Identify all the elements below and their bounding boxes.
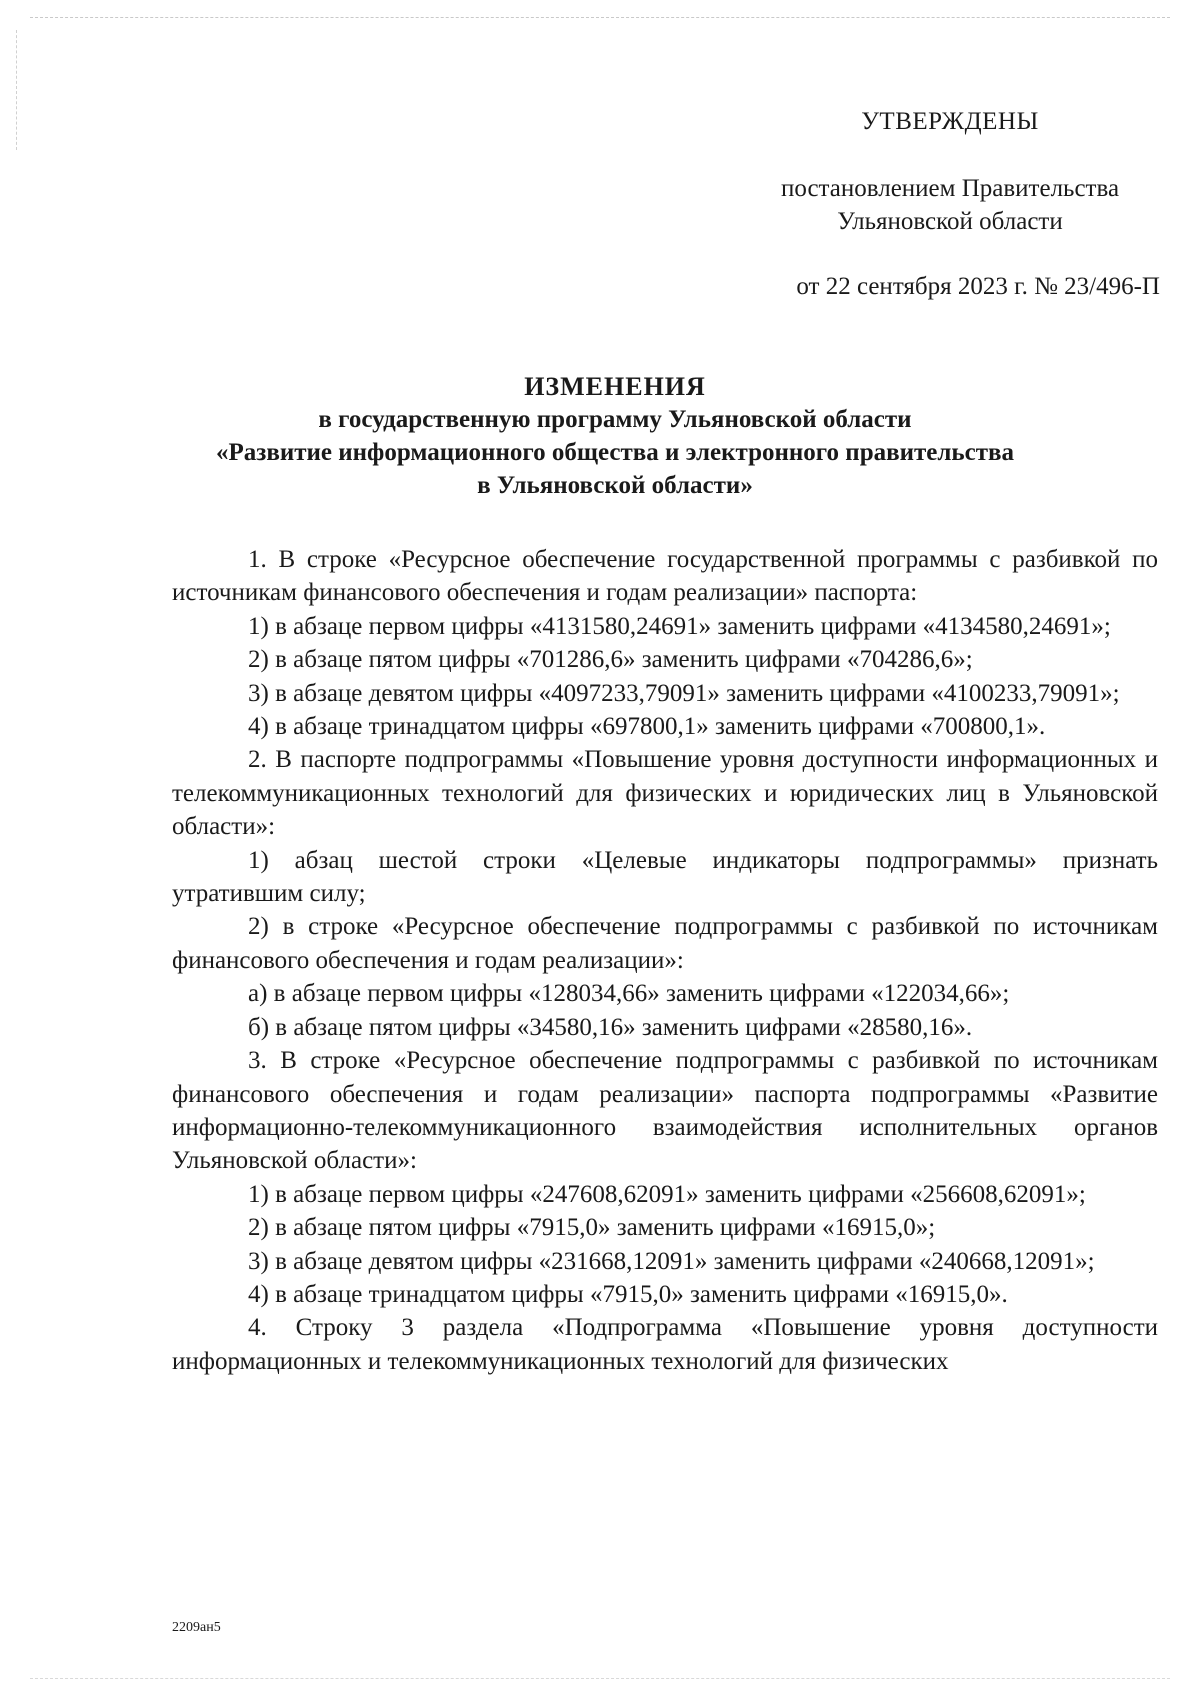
paragraph: 2) в абзаце пятом цифры «7915,0» заменить цифрами «16915,0»; [248, 1214, 936, 1242]
approval-date: от 22 сентября 2023 г. № 23/496-П [796, 273, 1160, 300]
document-title-line2: «Развитие информационного общества и электронного правительства [216, 439, 1014, 466]
paragraph: 1) абзац шестой строки «Целевые индикаторы подпрограммы» признать утратившим силу; [172, 846, 1158, 908]
paragraph: 1) в абзаце первом цифры «4131580,24691» заменить цифрами «4134580,24691»; [248, 612, 1111, 640]
paragraph: 4) в абзаце тринадцатом цифры «7915,0» заменить цифрами «16915,0». [248, 1280, 1008, 1308]
footer-document-code: 2209ан5 [172, 1620, 221, 1635]
scan-artifact-left [16, 30, 18, 150]
approval-title: УТВЕРЖДЕНЫ [861, 108, 1039, 135]
paragraph: 1) в абзаце первом цифры «247608,62091» заменить цифрами «256608,62091»; [248, 1180, 1086, 1208]
paragraph: 3) в абзаце девятом цифры «4097233,79091» заменить цифрами «4100233,79091»; [248, 679, 1120, 707]
paragraph: б) в абзаце пятом цифры «34580,16» заменить цифрами «28580,16». [248, 1013, 973, 1041]
document-title-main: ИЗМЕНЕНИЯ [524, 372, 706, 401]
paragraph: 2) в абзаце пятом цифры «701286,6» заменить цифрами «704286,6»; [248, 646, 973, 674]
document-title [150, 370, 1080, 502]
scan-artifact-top [30, 17, 1170, 19]
paragraph: 3. В строке «Ресурсное обеспечение подпрограммы с разбивкой по источникам финансового обеспечения и годам реализации» паспорта подпрограммы «Развитие информационно-телекоммуникационного взаимодействия исполнительных органов Ульяновской области»: [172, 1047, 1158, 1175]
paragraph: 1. В строке «Ресурсное обеспечение государственной программы с разбивкой по источникам финансового обеспечения и годам реализации» паспорта: [172, 546, 1158, 607]
paragraph: 4) в абзаце тринадцатом цифры «697800,1» заменить цифрами «700800,1». [248, 713, 1046, 741]
document-body [172, 543, 1158, 1378]
scan-artifact-bottom [30, 1678, 1170, 1680]
paragraph: 4. Строку 3 раздела «Подпрограмма «Повышение уровня доступности информационных и телекоммуникационных технологий для физических [172, 1314, 1158, 1375]
document-title-line1: в государственную программу Ульяновской области [318, 406, 912, 433]
approval-authority-line2: Ульяновской области [837, 208, 1063, 235]
paragraph: 2) в строке «Ресурсное обеспечение подпрограммы с разбивкой по источникам финансового обеспечения и годам реализации»: [172, 913, 1158, 974]
approval-authority [740, 172, 1160, 238]
approval-authority-line1: постановлением Правительства [780, 175, 1120, 202]
document-title-line3: в Ульяновской области» [477, 472, 753, 499]
paragraph: 2. В паспорте подпрограммы «Повышение уровня доступности информационных и телекоммуникационных технологий для физических и юридических лиц в Ульяновской области»: [172, 746, 1158, 841]
paragraph: 3) в абзаце девятом цифры «231668,12091» заменить цифрами «240668,12091»; [248, 1247, 1095, 1275]
paragraph: а) в абзаце первом цифры «128034,66» заменить цифрами «122034,66»; [248, 980, 1010, 1008]
